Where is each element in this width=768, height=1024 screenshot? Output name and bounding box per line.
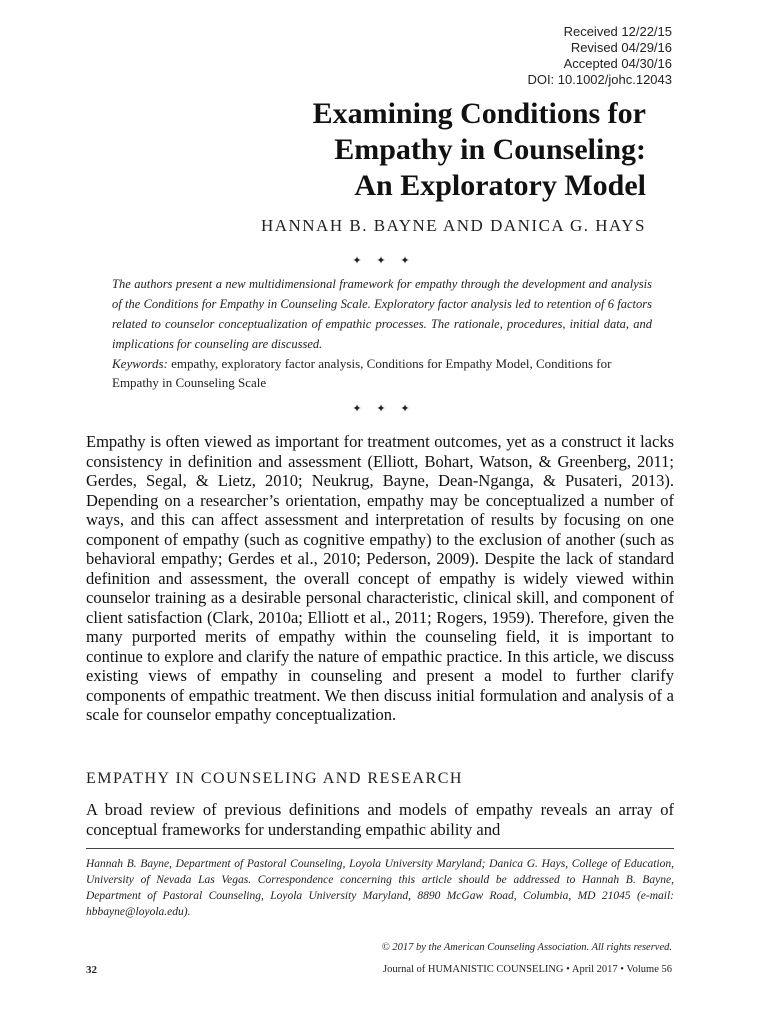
abstract: The authors present a new multidimensional framework for empathy through the development and analysis of the Conditions for Empathy in Counseling Scale. Exploratory factor analysis led to retention of 6 factors related to counselor conceptualization of empathic processes. The rationale, procedures, initial data, and implications for counseling are discussed. <box>112 277 652 351</box>
accepted-date: Accepted 04/30/16 <box>563 56 672 71</box>
article-history <box>527 24 672 88</box>
divider-bottom: ✦ ✦ ✦ <box>352 403 416 415</box>
body-paragraph-2: A broad review of previous definitions and models of empathy reveals an array of conceptual frameworks for understanding empathic ability and <box>86 800 674 839</box>
copyright-notice: © 2017 by the American Counseling Association. All rights reserved. <box>381 942 672 953</box>
divider-top: ✦ ✦ ✦ <box>352 255 416 267</box>
doi: DOI: 10.1002/johc.12043 <box>527 72 672 87</box>
author-names: HANNAH B. BAYNE AND DANICA G. HAYS <box>260 216 646 235</box>
keywords-label: Keywords: <box>112 356 168 371</box>
author-footnote: Hannah B. Bayne, Department of Pastoral Counseling, Loyola University Maryland; Danica G. Hays, College of Education, University of Nevada Las Vegas. Correspondence concerning this article should be addressed to Hannah B. Bayne, Department of Pastoral Counseling, Loyola University Maryland, 8890 McGaw Road, Columbia, MD 21045 (e-mail: hbbayne@loyola.edu). <box>86 858 674 918</box>
page-number: 32 <box>86 964 97 976</box>
article-title <box>313 96 646 204</box>
section-heading: EMPATHY IN COUNSELING AND RESEARCH <box>86 770 463 787</box>
journal-running-foot: Journal of HUMANISTIC COUNSELING • April 2017 • Volume 56 <box>382 964 672 975</box>
title-line-2: Empathy in Counseling: <box>334 133 646 166</box>
footnote-rule <box>86 848 674 849</box>
title-line-3: An Exploratory Model <box>354 169 646 202</box>
received-date: Received 12/22/15 <box>563 24 672 39</box>
title-line-1: Examining Conditions for <box>312 97 646 130</box>
body-paragraph-1: Empathy is often viewed as important for treatment outcomes, yet as a construct it lacks consistency in definition and assessment (Elliott, Bohart, Watson, & Greenberg, 2011; Gerdes, Segal, & Lietz, 2010; Neukrug, Bayne, Dean-Nganga, & Pusateri, 2013). Depending on a researcher’s orientation, empathy may be conceptualized a number of ways, and this can affect assessment and interpretation of results by focusing on one component of empathy (such as cognitive empathy) to the exclusion of another (such as behavioral empathy; Gerdes et al., 2010; Pederson, 2009). Despite the lack of standard definition and assessment, the overall concept of empathy is widely viewed within counselor training as a desirable personal characteristic, clinical skill, and component of client satisfaction (Clark, 2010a; Elliott et al., 2011; Rogers, 1959). Therefore, given the many purported merits of empathy within the counseling field, it is important to continue to explore and clarify the nature of empathic practice. In this article, we discuss existing views of empathy in counseling and present a model to further clarify components of empathic treatment. We then discuss initial formulation and analysis of a scale for counselor empathy conceptualization. <box>86 432 674 724</box>
revised-date: Revised 04/29/16 <box>570 40 672 55</box>
keywords <box>112 354 652 392</box>
keywords-text: empathy, exploratory factor analysis, Conditions for Empathy Model, Conditions for Empathy in Counseling Scale <box>112 356 612 390</box>
